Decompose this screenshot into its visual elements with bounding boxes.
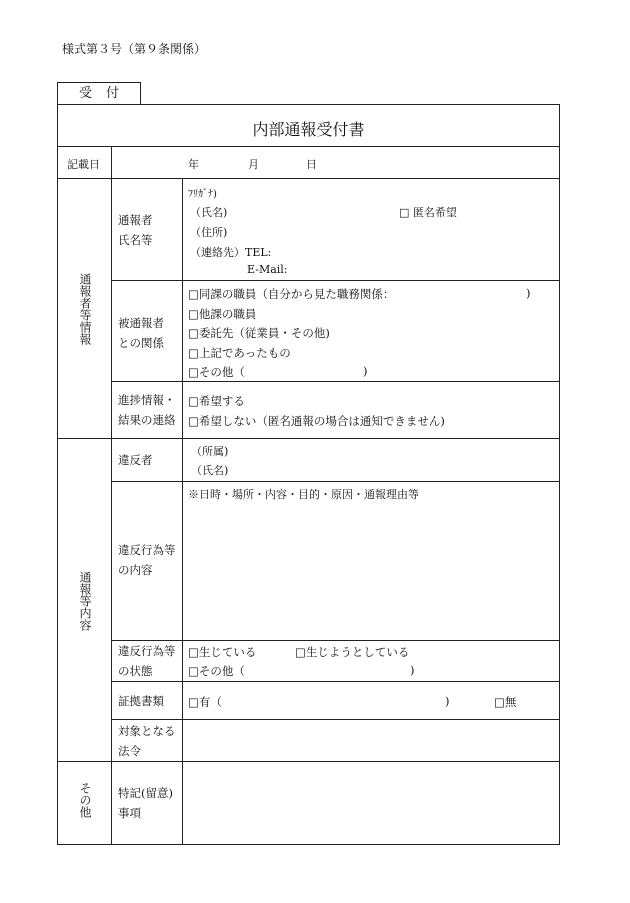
law-field[interactable] [186, 723, 556, 759]
state-close-paren: ) [410, 663, 415, 677]
progress-option-yes[interactable]: □希望する [188, 394, 245, 408]
relation-option-same-dept[interactable]: □同課の職員（自分から見た職務関係： [188, 287, 395, 301]
relation-close-paren-5: ) [363, 364, 368, 378]
evidence-label: 証拠書類 [118, 694, 164, 708]
reception-box [57, 82, 141, 104]
record-date-month: 月 [248, 158, 259, 171]
report-section-label: 通報等内容 [78, 571, 92, 631]
progress-option-no[interactable]: □希望しない（匿名通報の場合は通知できません) [188, 414, 445, 428]
violator-label: 違反者 [118, 453, 153, 467]
evidence-yes-checkbox[interactable]: □有（ [188, 695, 222, 709]
content-note: ※日時・場所・内容・目的・原因・通報理由等 [188, 488, 419, 501]
content-field[interactable] [186, 503, 556, 637]
rule-evidence-bottom [111, 719, 559, 720]
rule-content-bottom [111, 640, 559, 641]
relation-option-former[interactable]: □上記であったもの [188, 346, 291, 360]
relation-close-paren-1: ) [526, 286, 531, 300]
remarks-label-2: 事項 [118, 806, 141, 820]
reception-label: 受付 [78, 86, 133, 101]
content-label-1: 違反行為等 [118, 543, 176, 557]
remarks-label-1: 特記(留意) [118, 786, 173, 800]
rule-col2 [182, 178, 183, 844]
rule-title-bottom [58, 146, 559, 147]
state-option-other[interactable]: □その他（ [188, 664, 245, 678]
anonymous-checkbox[interactable]: □ 匿名希望 [399, 206, 457, 219]
record-date-day: 日 [306, 158, 317, 171]
form-title: 内部通報受付書 [252, 120, 365, 139]
other-section-label: その他 [78, 782, 92, 818]
reporter-name-label-2: 氏名等 [118, 233, 153, 247]
rule-state-bottom [111, 681, 559, 682]
remarks-field[interactable] [186, 765, 556, 841]
reporter-name-field[interactable]: （氏名) [190, 206, 228, 219]
progress-label-1: 進捗情報・ [118, 393, 176, 407]
record-date-label: 記載日 [67, 158, 100, 171]
reporter-section-label: 通報者等情報 [78, 273, 92, 345]
state-option-about-to-occur[interactable]: □生じようとしている [295, 645, 410, 659]
rule-reporter-bottom [58, 438, 559, 439]
law-label-2: 法令 [118, 744, 141, 758]
relation-option-contractor[interactable]: □委託先（従業員・その他) [188, 326, 330, 340]
violator-name-field[interactable]: （氏名) [191, 464, 229, 477]
relation-option-other-dept[interactable]: □他課の職員 [188, 307, 257, 321]
relation-option-other[interactable]: □その他（ [188, 365, 245, 379]
rule-date-bottom [58, 178, 559, 179]
reporter-email-field[interactable]: E-Mail: [247, 263, 288, 276]
relation-label-2: との関係 [118, 336, 164, 350]
relation-label-1: 被通報者 [118, 316, 164, 330]
rule-name-bottom [111, 280, 559, 281]
rule-violator-bottom [111, 481, 559, 482]
content-label-2: の内容 [118, 563, 153, 577]
reporter-name-label-1: 通報者 [118, 213, 153, 227]
law-label-1: 対象となる [118, 724, 176, 738]
reporter-tel-field[interactable]: （連絡先）TEL: [190, 246, 272, 259]
reporter-address-field[interactable]: （住所) [190, 226, 228, 239]
rule-report-bottom [58, 761, 559, 762]
state-option-occurring[interactable]: □生じている [188, 645, 257, 659]
progress-label-2: 結果の連絡 [118, 413, 176, 427]
state-label-1: 違反行為等 [118, 644, 176, 658]
rule-col1 [111, 146, 112, 844]
record-date-year: 年 [188, 158, 199, 171]
rule-relation-bottom [111, 381, 559, 382]
evidence-no-checkbox[interactable]: □無 [494, 695, 517, 709]
furigana-field[interactable]: ﾌﾘｶﾞﾅ) [188, 189, 217, 200]
evidence-close-paren: ) [445, 694, 450, 708]
violator-affiliation-field[interactable]: （所属) [191, 445, 229, 458]
state-label-2: の状態 [118, 664, 153, 678]
report-form [57, 104, 560, 845]
form-number: 様式第３号（第９条関係） [62, 42, 207, 56]
